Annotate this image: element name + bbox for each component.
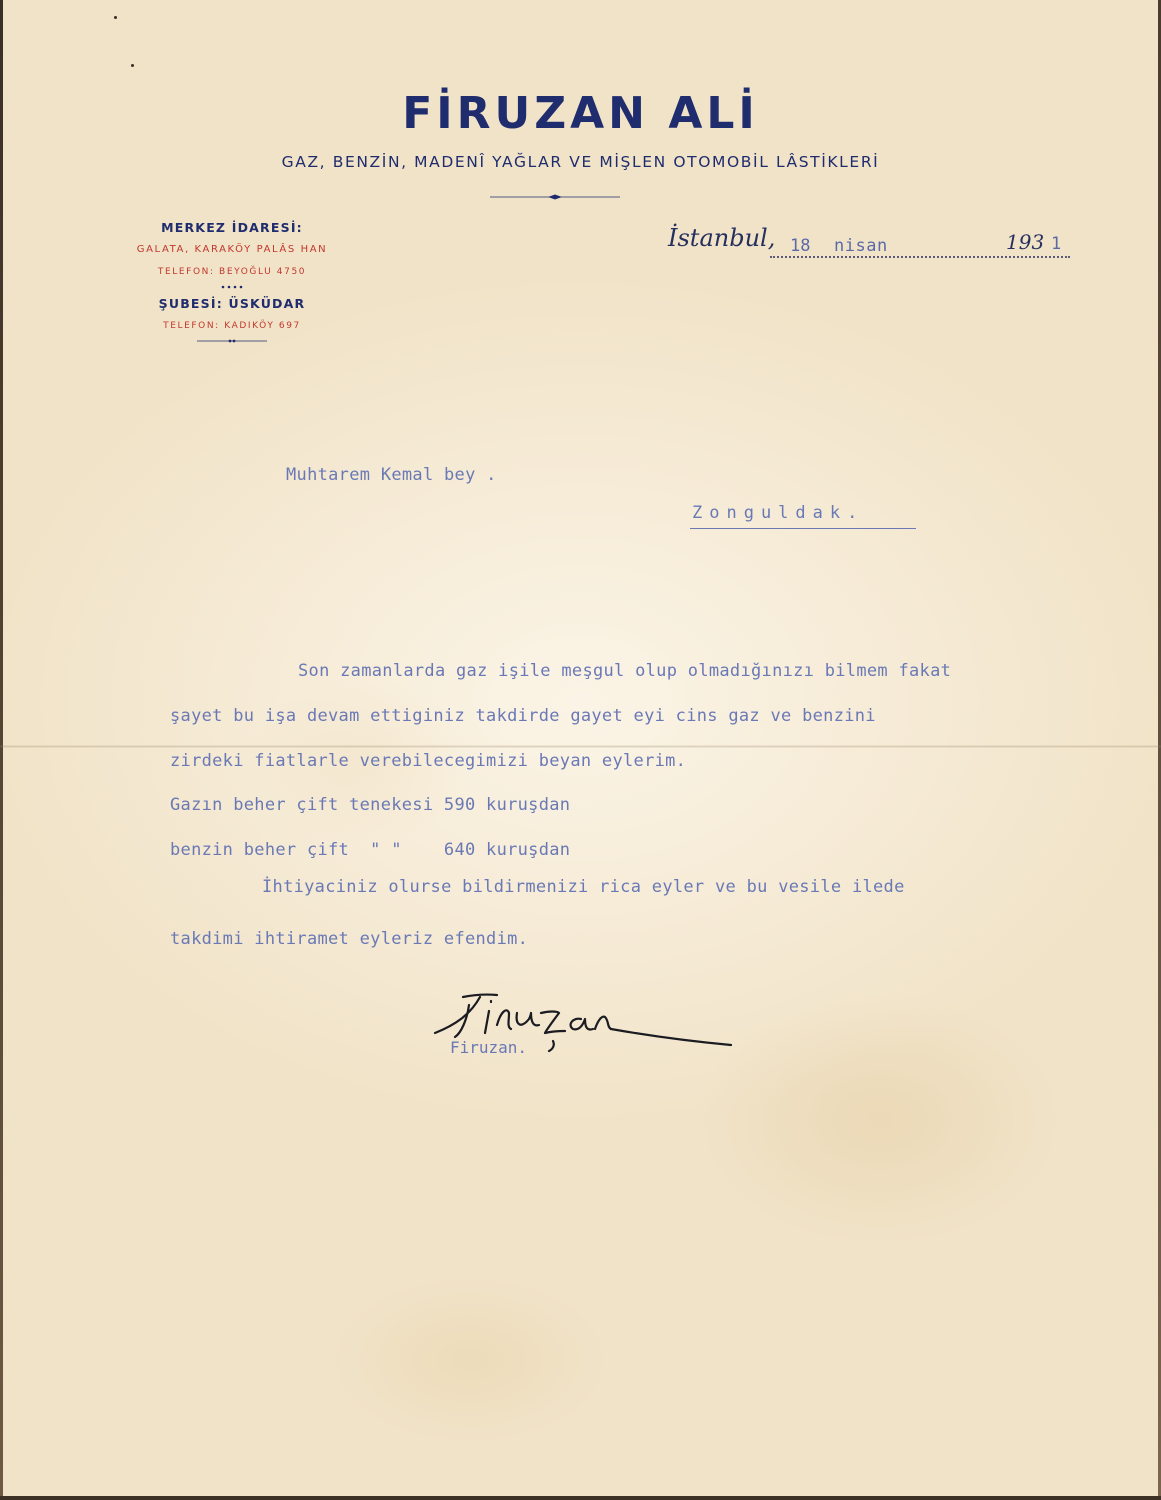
date-city: İstanbul, (668, 224, 776, 252)
head-office-title: MERKEZ İDARESİ: (161, 220, 303, 235)
dateline (668, 222, 1078, 262)
paper-edge-bottom (0, 1496, 1161, 1500)
date-year-prefix: 193 (1006, 230, 1045, 254)
divider-ornament-icon (217, 284, 247, 290)
date-year-digit: 1 (1051, 234, 1062, 254)
company-tagline: GAZ, BENZİN, MADENÎ YAĞLAR VE MİŞLEN OTOMOBİL LÂSTİKLERİ (281, 153, 880, 171)
date-day: 18 (790, 236, 811, 256)
closing-line-2: takdimi ihtiramet eyleriz efendim. (170, 929, 529, 949)
recipient-salutation: Muhtarem Kemal bey . (286, 465, 497, 485)
letterhead-address-block (92, 220, 372, 344)
date-dotted-line (770, 256, 1070, 258)
branch-title: ŞUBESİ: ÜSKÜDAR (158, 296, 306, 311)
recipient-city: Zonguldak. (692, 503, 865, 523)
price-line-petrol: benzin beher çift " " 640 kuruşdan (170, 840, 571, 860)
header-ornament-icon (490, 194, 620, 200)
paper-edge-left (0, 0, 3, 1500)
head-office-phone: TELEFON: BEYOĞLU 4750 (157, 267, 307, 277)
head-office-address: GALATA, KARAKÖY PALÂS HAN (136, 244, 328, 255)
paper-fold-line (0, 745, 1161, 748)
divider-ornament-icon (197, 338, 267, 344)
recipient-city-underline (690, 528, 916, 529)
typed-signature-name: Firuzan. (450, 1038, 528, 1057)
paper-speck (131, 64, 134, 67)
branch-phone: TELEFON: KADIKÖY 697 (163, 321, 301, 331)
paper-speck (114, 16, 117, 19)
date-month: nisan (834, 236, 888, 256)
closing-line-1: İhtiyaciniz olurse bildirmenizi rica eyler ve bu vesile ilede (262, 877, 905, 897)
price-line-gas: Gazın beher çift tenekesi 590 kuruşdan (170, 795, 571, 815)
body-line-2: şayet bu işa devam ettiginiz takdirde gayet eyi cins gaz ve benzini (170, 706, 876, 726)
body-line-3: zirdeki fiatlarle verebilecegimizi beyan eylerim. (170, 751, 687, 771)
body-line-1: Son zamanlarda gaz işile meşgul olup olmadığınızı bilmem fakat (298, 661, 952, 681)
company-name: FİRUZAN ALİ (402, 88, 759, 139)
